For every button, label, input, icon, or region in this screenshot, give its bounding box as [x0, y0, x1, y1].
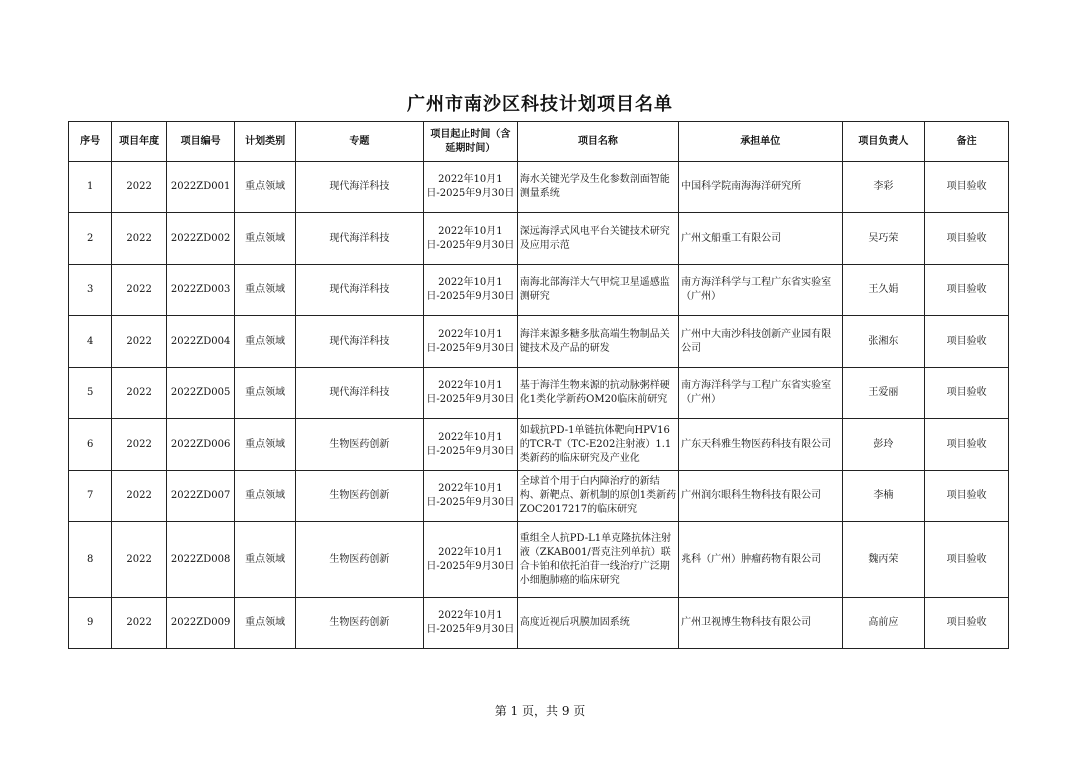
cell-year: 2022: [112, 316, 166, 368]
cell-topic: 现代海洋科技: [295, 213, 423, 265]
cell-category: 重点领域: [235, 368, 296, 419]
cell-organization: 广州卫视博生物科技有限公司: [679, 598, 842, 649]
cell-leader: 李彩: [842, 162, 925, 213]
cell-period: 2022年10月1日-2025年9月30日: [423, 419, 517, 471]
cell-category: 重点领域: [235, 316, 296, 368]
cell-note: 项目验收: [925, 213, 1009, 265]
cell-leader: 魏丙荣: [842, 522, 925, 598]
table-row: [69, 316, 1009, 368]
table-row: [69, 598, 1009, 649]
cell-no: 9: [69, 598, 112, 649]
page-number: 第 1 页，共 9 页: [494, 704, 586, 718]
cell-topic: 现代海洋科技: [295, 316, 423, 368]
cell-period: 2022年10月1日-2025年9月30日: [423, 368, 517, 419]
cell-period: 2022年10月1日-2025年9月30日: [423, 316, 517, 368]
cell-project-name: 海水关键光学及生化参数剖面智能测量系统: [517, 162, 678, 213]
cell-code: 2022ZD001: [166, 162, 235, 213]
cell-code: 2022ZD009: [166, 598, 235, 649]
cell-period: 2022年10月1日-2025年9月30日: [423, 162, 517, 213]
cell-topic: 现代海洋科技: [295, 368, 423, 419]
cell-period: 2022年10月1日-2025年9月30日: [423, 471, 517, 522]
cell-period: 2022年10月1日-2025年9月30日: [423, 522, 517, 598]
table-body: [69, 162, 1009, 649]
cell-organization: 兆科（广州）肿瘤药物有限公司: [679, 522, 842, 598]
cell-category: 重点领域: [235, 522, 296, 598]
cell-year: 2022: [112, 522, 166, 598]
col-header-topic: 专题: [295, 122, 423, 162]
cell-category: 重点领域: [235, 213, 296, 265]
cell-topic: 生物医药创新: [295, 419, 423, 471]
col-header-no: 序号: [69, 122, 112, 162]
cell-note: 项目验收: [925, 598, 1009, 649]
table-row: [69, 419, 1009, 471]
cell-leader: 张湘东: [842, 316, 925, 368]
cell-project-name: 全球首个用于白内障治疗的新结构、新靶点、新机制的原创1类新药ZOC2017217的临床研究: [517, 471, 678, 522]
cell-period: 2022年10月1日-2025年9月30日: [423, 598, 517, 649]
cell-organization: 南方海洋科学与工程广东省实验室（广州）: [679, 265, 842, 316]
cell-leader: 吴巧荣: [842, 213, 925, 265]
table-row: [69, 213, 1009, 265]
cell-project-name: 如载抗PD-1单链抗体靶向HPV16的TCR-T（TC-E202注射液）1.1类新药的临床研究及产业化: [517, 419, 678, 471]
cell-organization: 中国科学院南海海洋研究所: [679, 162, 842, 213]
cell-code: 2022ZD003: [166, 265, 235, 316]
project-table: [68, 121, 1009, 649]
cell-year: 2022: [112, 213, 166, 265]
cell-year: 2022: [112, 265, 166, 316]
cell-no: 4: [69, 316, 112, 368]
cell-code: 2022ZD007: [166, 471, 235, 522]
cell-no: 8: [69, 522, 112, 598]
cell-year: 2022: [112, 419, 166, 471]
cell-note: 项目验收: [925, 522, 1009, 598]
col-header-leader: 项目负责人: [842, 122, 925, 162]
cell-year: 2022: [112, 368, 166, 419]
cell-category: 重点领域: [235, 419, 296, 471]
cell-topic: 生物医药创新: [295, 471, 423, 522]
cell-year: 2022: [112, 471, 166, 522]
cell-project-name: 基于海洋生物来源的抗动脉粥样硬化1类化学新药OM20临床前研究: [517, 368, 678, 419]
cell-note: 项目验收: [925, 265, 1009, 316]
cell-no: 7: [69, 471, 112, 522]
cell-leader: 彭玲: [842, 419, 925, 471]
cell-note: 项目验收: [925, 162, 1009, 213]
document-title: 广州市南沙区科技计划项目名单: [407, 94, 673, 115]
cell-leader: 李楠: [842, 471, 925, 522]
cell-no: 3: [69, 265, 112, 316]
cell-topic: 生物医药创新: [295, 598, 423, 649]
col-header-name: 项目名称: [517, 122, 678, 162]
cell-leader: 高前应: [842, 598, 925, 649]
cell-note: 项目验收: [925, 419, 1009, 471]
cell-note: 项目验收: [925, 471, 1009, 522]
cell-topic: 生物医药创新: [295, 522, 423, 598]
cell-project-name: 重组全人抗PD-L1单克隆抗体注射液（ZKAB001/晋克注列单抗）联合卡铂和依托泊苷一线治疗广泛期小细胞肺癌的临床研究: [517, 522, 678, 598]
cell-period: 2022年10月1日-2025年9月30日: [423, 213, 517, 265]
cell-project-name: 南海北部海洋大气甲烷卫星遥感监测研究: [517, 265, 678, 316]
cell-code: 2022ZD002: [166, 213, 235, 265]
table-row: [69, 368, 1009, 419]
cell-year: 2022: [112, 162, 166, 213]
cell-organization: 广州文船重工有限公司: [679, 213, 842, 265]
table-row: [69, 265, 1009, 316]
table-row: [69, 471, 1009, 522]
cell-leader: 王爱丽: [842, 368, 925, 419]
cell-project-name: 高度近视后巩膜加固系统: [517, 598, 678, 649]
cell-topic: 现代海洋科技: [295, 265, 423, 316]
cell-category: 重点领域: [235, 471, 296, 522]
cell-category: 重点领域: [235, 598, 296, 649]
cell-organization: 广州中大南沙科技创新产业园有限公司: [679, 316, 842, 368]
cell-no: 2: [69, 213, 112, 265]
cell-organization: 广州润尔眼科生物科技有限公司: [679, 471, 842, 522]
table-header: [69, 122, 1009, 162]
cell-note: 项目验收: [925, 368, 1009, 419]
table-row: [69, 162, 1009, 213]
cell-organization: 广东天科雅生物医药科技有限公司: [679, 419, 842, 471]
cell-project-name: 海洋来源多糖多肽高端生物制品关键技术及产品的研发: [517, 316, 678, 368]
cell-year: 2022: [112, 598, 166, 649]
cell-code: 2022ZD004: [166, 316, 235, 368]
cell-topic: 现代海洋科技: [295, 162, 423, 213]
col-header-org: 承担单位: [679, 122, 842, 162]
cell-leader: 王久娟: [842, 265, 925, 316]
col-header-category: 计划类别: [235, 122, 296, 162]
col-header-year: 项目年度: [112, 122, 166, 162]
cell-period: 2022年10月1日-2025年9月30日: [423, 265, 517, 316]
cell-organization: 南方海洋科学与工程广东省实验室（广州）: [679, 368, 842, 419]
cell-project-name: 深远海浮式风电平台关键技术研究及应用示范: [517, 213, 678, 265]
cell-category: 重点领域: [235, 265, 296, 316]
cell-no: 6: [69, 419, 112, 471]
cell-code: 2022ZD006: [166, 419, 235, 471]
cell-code: 2022ZD008: [166, 522, 235, 598]
cell-code: 2022ZD005: [166, 368, 235, 419]
col-header-code: 项目编号: [166, 122, 235, 162]
cell-category: 重点领域: [235, 162, 296, 213]
col-header-note: 备注: [925, 122, 1009, 162]
table-row: [69, 522, 1009, 598]
col-header-period: 项目起止时间（含延期时间）: [423, 122, 517, 162]
cell-no: 5: [69, 368, 112, 419]
cell-note: 项目验收: [925, 316, 1009, 368]
cell-no: 1: [69, 162, 112, 213]
